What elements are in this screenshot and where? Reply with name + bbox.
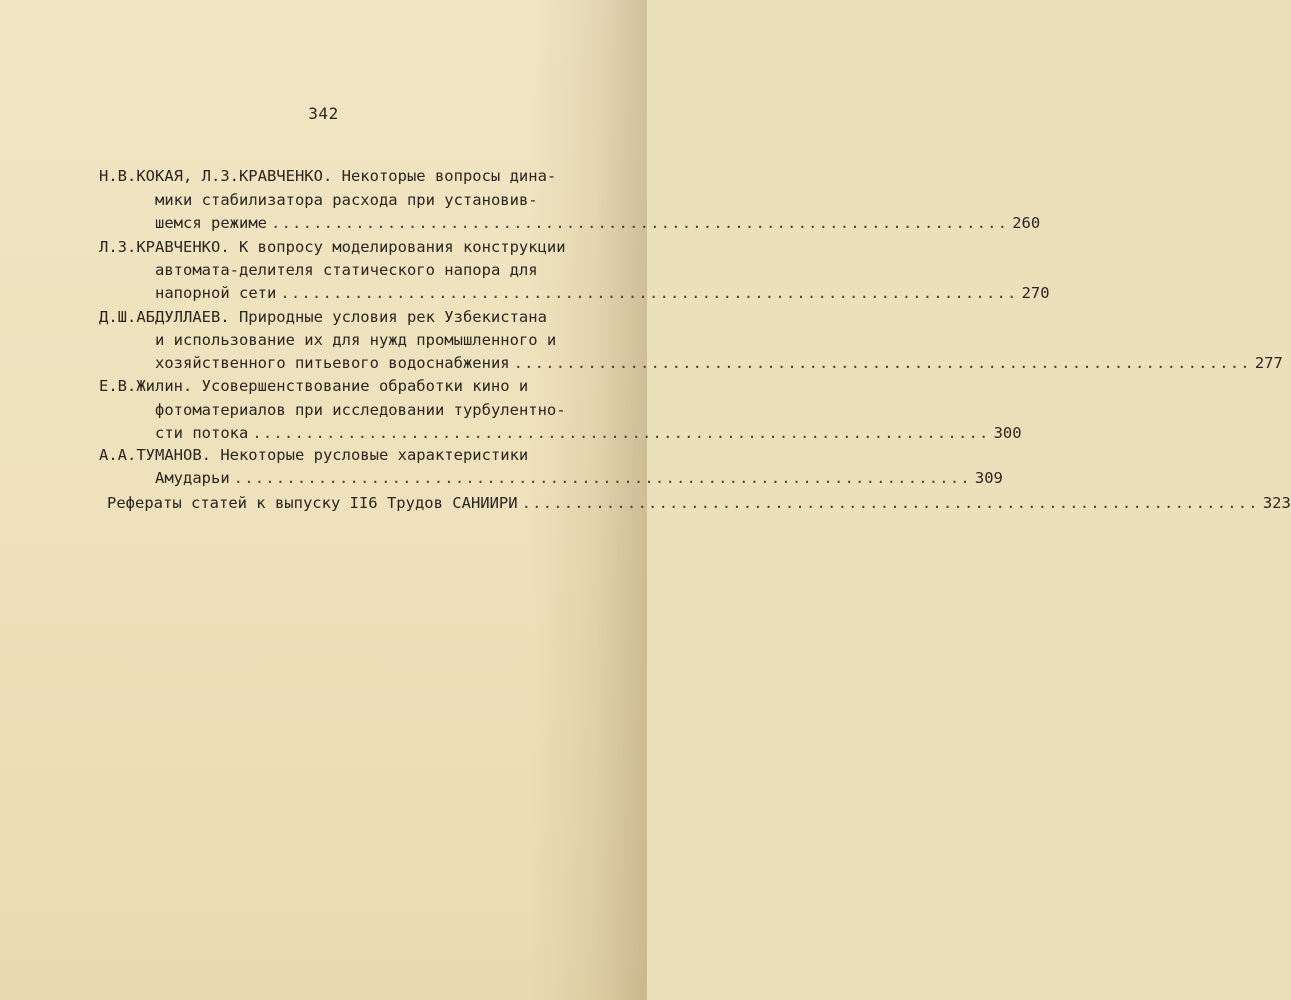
toc-entry-line: автомата-делителя статического напора для [155, 261, 538, 279]
dot-leader: ...................................................................... [513, 354, 1251, 372]
toc-entry-line: мики стабилизатора расхода при установив- [155, 191, 538, 209]
toc-entry-line [155, 282, 1050, 304]
page-number: 342 [308, 104, 339, 123]
toc-entry-line: Л.З.КРАВЧЕНКО. К вопросу моделирования конструкции [99, 238, 566, 256]
dot-leader: ...................................................................... [270, 214, 1009, 232]
dot-leader: ...................................................................... [521, 494, 1259, 512]
toc-entry-line: Е.В.Жилин. Усовершенствование обработки кино и [99, 377, 529, 395]
dot-leader: ...................................................................... [252, 424, 990, 442]
toc-entry-line [155, 467, 1003, 489]
toc-entry-line: А.А.ТУМАНОВ. Некоторые русловые характеристики [99, 446, 529, 464]
toc-entry-text: напорной сети [155, 284, 277, 302]
toc-entry-line: Д.Ш.АБДУЛЛАЕВ. Природные условия рек Узбекистана [99, 308, 547, 326]
toc-entry-text: хозяйственного питьевого водоснабжения [155, 354, 510, 372]
toc-entry-line: и использование их для нужд промышленного и [155, 331, 557, 349]
toc-entry-line: Н.В.КОКАЯ, Л.З.КРАВЧЕНКО. Некоторые вопросы дина- [99, 167, 557, 185]
toc-entry-text: шемся режиме [155, 214, 267, 232]
toc-entry-text: Рефераты статей к выпуску II6 Трудов САНИИРИ [107, 494, 518, 512]
toc-page-number: 260 [1012, 214, 1041, 232]
toc-entry-line [155, 352, 1283, 374]
dot-leader: ...................................................................... [233, 469, 971, 487]
toc-entry-line [155, 422, 1022, 444]
toc-page-number: 309 [974, 469, 1003, 487]
toc-page-number: 270 [1021, 284, 1050, 302]
toc-entry-line [107, 492, 1291, 514]
toc-page-number: 323 [1262, 494, 1291, 512]
toc-page-number: 277 [1254, 354, 1283, 372]
toc-page-number: 300 [993, 424, 1022, 442]
toc-entry-text: сти потока [155, 424, 249, 442]
toc-entry-text: Амударьи [155, 469, 230, 487]
toc-entry-line [155, 212, 1041, 234]
dot-leader: ...................................................................... [280, 284, 1018, 302]
toc-entry-line: фотоматериалов при исследовании турбулентно- [155, 401, 566, 419]
